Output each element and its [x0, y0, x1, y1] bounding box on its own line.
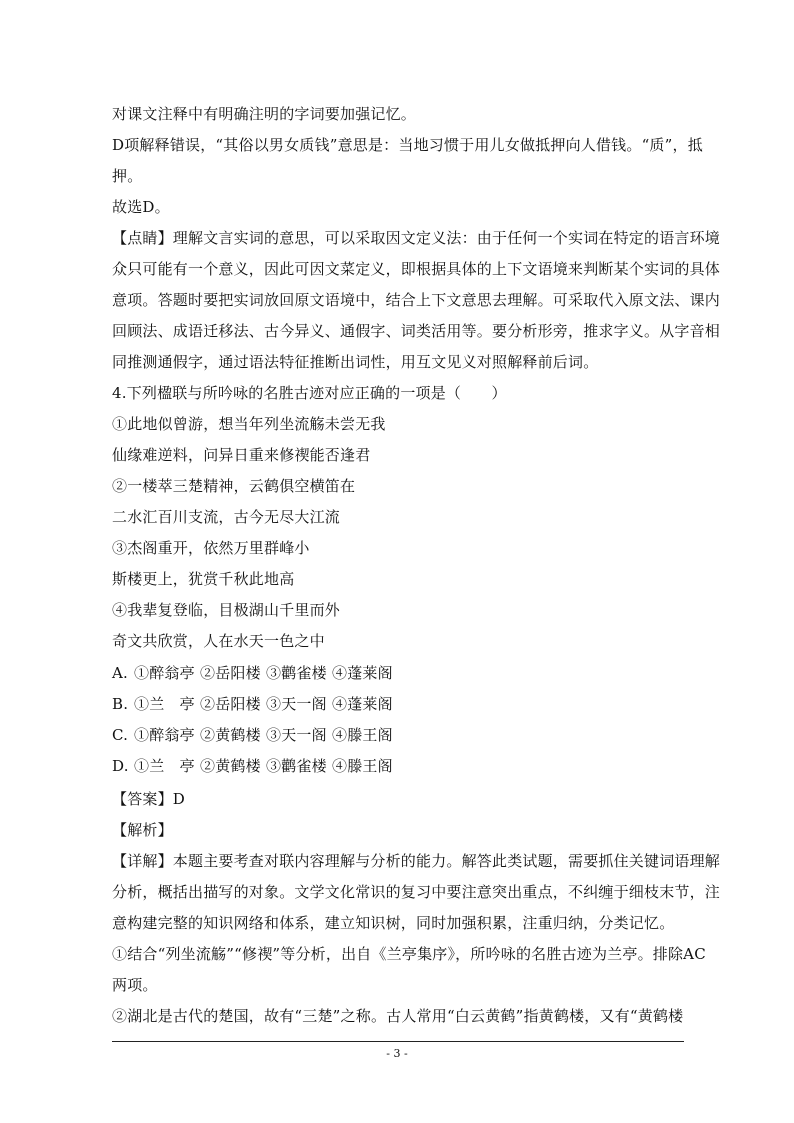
option-item: ②岳阳楼	[200, 695, 261, 713]
option-item: ③鹳雀楼	[266, 757, 327, 775]
analysis-line: 分析，概括出描写的对象。文学文化常识的复习中要注意突出重点，不纠缠于细枝末节，注	[112, 883, 721, 901]
option-c	[112, 725, 684, 745]
option-label: A.	[112, 664, 129, 682]
text-line: 押。	[112, 167, 143, 185]
option-item: ①兰 亭	[134, 695, 195, 713]
option-label: B.	[112, 695, 129, 713]
analysis-line: ①结合“列坐流觞”“修禊”等分析，出自《兰亭集序》，所吟咏的名胜古迹为兰亭。排除AC	[112, 945, 706, 963]
option-item: ④蓬莱阁	[332, 695, 393, 713]
analysis-heading: 【解析】	[112, 821, 173, 839]
couplet-line: ②一楼萃三楚精神，云鹤俱空横笛在	[112, 477, 356, 495]
option-label: C.	[112, 726, 129, 744]
option-a	[112, 663, 684, 683]
option-item: ①醉翁亭	[134, 664, 195, 682]
option-item: ④蓬莱阁	[332, 664, 393, 682]
option-item: ③天一阁	[266, 726, 327, 744]
option-d	[112, 756, 684, 776]
option-item: ①兰 亭	[134, 757, 195, 775]
analysis-line: 两项。	[112, 976, 158, 994]
couplet-line: 仙缘难逆料，问异日重来修禊能否逢君	[112, 446, 371, 464]
option-item: ④滕王阁	[332, 726, 393, 744]
text-line: 故选D。	[112, 198, 170, 216]
option-item: ②岳阳楼	[200, 664, 261, 682]
couplet-line: 奇文共欣赏，人在水天一色之中	[112, 632, 325, 650]
option-item: ③天一阁	[266, 695, 327, 713]
couplet-line: ③杰阁重开，依然万里群峰小	[112, 539, 310, 557]
text-line: 众只可能有一个意义，因此可因文菜定义，即根据具体的上下文语境来判断某个实词的具体	[112, 260, 721, 278]
page-number: - 3 -	[386, 1047, 408, 1060]
analysis-line: 【详解】本题主要考查对联内容理解与分析的能力。解答此类试题，需要抓住关键词语理解	[112, 852, 721, 870]
text-line: 同推测通假字，通过语法特征推断出词性，用互文见义对照解释前后词。	[112, 353, 599, 371]
tip-line: 【点睛】理解文言实词的意思，可以采取因文定义法：由于任何一个实词在特定的语言环境	[112, 229, 721, 247]
option-item: ④滕王阁	[332, 757, 393, 775]
couplet-line: 斯楼更上，犹赏千秋此地高	[112, 570, 295, 588]
analysis-line: ②湖北是古代的楚国，故有“三楚”之称。古人常用“白云黄鹤”指黄鹤楼，又有“黄鹤楼	[112, 1007, 684, 1025]
text-line: 回顾法、成语迁移法、古今异义、通假字、词类活用等。要分析形旁，推求字义。从字音相	[112, 322, 721, 340]
option-b	[112, 694, 684, 714]
option-item: ③鹳雀楼	[266, 664, 327, 682]
question-stem: 4.下列楹联与所吟咏的名胜古迹对应正确的一项是（ ）	[112, 384, 507, 402]
text-line: 意项。答题时要把实词放回原文语境中，结合上下文意思去理解。可采取代入原文法、课内	[112, 291, 721, 309]
option-label: D.	[112, 757, 129, 775]
option-item: ①醉翁亭	[134, 726, 195, 744]
answer-line: 【答案】D	[112, 790, 186, 808]
text-line: D项解释错误，“其俗以男女质钱”意思是：当地习惯于用儿女做抵押向人借钱。“质”，抵	[112, 136, 703, 154]
couplet-line: ①此地似曾游，想当年列坐流觞未尝无我	[112, 415, 386, 433]
couplet-line: 二水汇百川支流，古今无尽大江流	[112, 508, 341, 526]
analysis-line: 意构建完整的知识网络和体系，建立知识树，同时加强积累，注重归纳，分类记忆。	[112, 914, 675, 932]
option-item: ②黄鹤楼	[200, 726, 261, 744]
footer-divider	[112, 1041, 684, 1042]
option-item: ②黄鹤楼	[200, 757, 261, 775]
couplet-line: ④我辈复登临，目极湖山千里而外	[112, 601, 341, 619]
text-line: 对课文注释中有明确注明的字词要加强记忆。	[112, 105, 417, 123]
